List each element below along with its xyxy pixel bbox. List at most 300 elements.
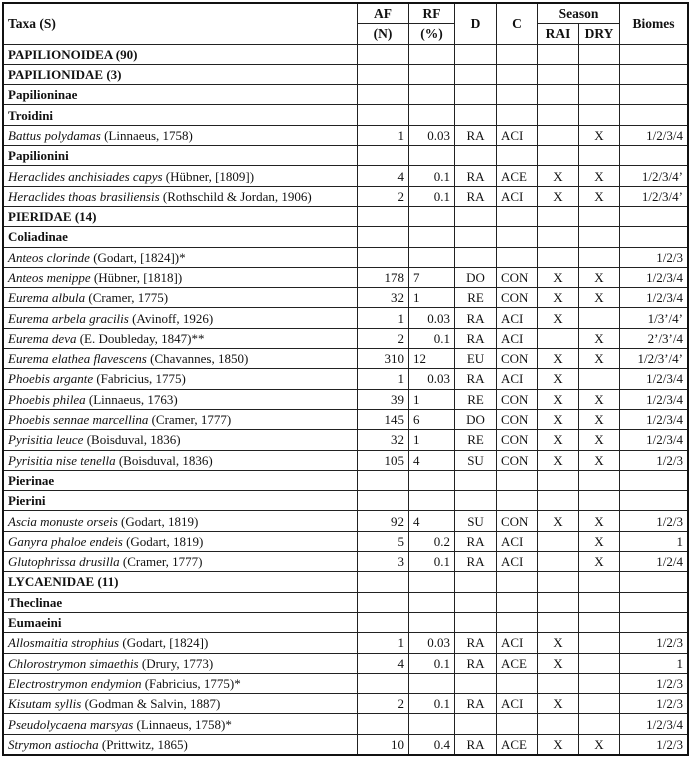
dry-cell: X: [579, 349, 620, 369]
rai-cell: X: [538, 389, 579, 409]
af-cell: 39: [358, 389, 409, 409]
empty-cell: [455, 592, 497, 612]
species-author: (Fabricius, 1775): [93, 371, 186, 387]
empty-cell: [620, 491, 689, 511]
biomes-cell: 1/2/3’/4’: [620, 349, 689, 369]
empty-cell: [538, 491, 579, 511]
empty-cell: [620, 85, 689, 105]
species-name: Ganyra phaloe endeis: [8, 533, 123, 549]
rai-cell: X: [538, 633, 579, 653]
rf-cell: 0.1: [409, 328, 455, 348]
empty-cell: [497, 470, 538, 490]
table-body: [3, 44, 688, 755]
empty-cell: [579, 612, 620, 632]
table-row: [3, 308, 688, 328]
d-cell: RA: [455, 531, 497, 551]
rf-cell: 0.03: [409, 308, 455, 328]
taxon-cell: [3, 166, 358, 186]
taxon-cell: [3, 389, 358, 409]
d-cell: SU: [455, 450, 497, 470]
header-row-1: [3, 3, 688, 24]
empty-cell: [455, 85, 497, 105]
rai-cell: X: [538, 511, 579, 531]
dry-cell: X: [579, 389, 620, 409]
species-author: (Rothschild & Jordan, 1906): [159, 188, 312, 204]
dry-cell: X: [579, 734, 620, 755]
group-label: LYCAENIDAE (11): [3, 572, 358, 592]
rf-cell: 0.03: [409, 369, 455, 389]
species-name: Allosmaitia strophius: [8, 635, 120, 651]
empty-cell: [579, 44, 620, 64]
taxon-cell: [3, 450, 358, 470]
d-cell: DO: [455, 267, 497, 287]
empty-cell: [409, 470, 455, 490]
af-cell: 92: [358, 511, 409, 531]
empty-cell: [620, 206, 689, 226]
dry-cell: [579, 633, 620, 653]
empty-cell: [409, 105, 455, 125]
rf-cell: 4: [409, 450, 455, 470]
table-row: [3, 430, 688, 450]
c-cell: ACE: [497, 734, 538, 755]
dry-cell: [579, 308, 620, 328]
c-cell: ACI: [497, 531, 538, 551]
d-cell: RA: [455, 166, 497, 186]
d-cell: RA: [455, 125, 497, 145]
empty-cell: [497, 491, 538, 511]
dry-cell: [579, 247, 620, 267]
empty-cell: [358, 592, 409, 612]
empty-cell: [409, 491, 455, 511]
empty-cell: [358, 146, 409, 166]
af-cell: 32: [358, 288, 409, 308]
species-name: Electrostrymon endymion: [8, 675, 142, 691]
biomes-cell: 1/2/3/4’: [620, 166, 689, 186]
d-cell: RA: [455, 328, 497, 348]
header-af-label: AF: [374, 6, 392, 22]
c-cell: CON: [497, 409, 538, 429]
empty-cell: [620, 612, 689, 632]
rai-cell: X: [538, 409, 579, 429]
empty-cell: [620, 105, 689, 125]
rai-cell: X: [538, 349, 579, 369]
species-author: (Linnaeus, 1758)*: [133, 716, 232, 732]
taxon-cell: [3, 349, 358, 369]
header-af: [358, 3, 409, 24]
species-name: Chlorostrymon simaethis: [8, 655, 139, 671]
af-cell: 1: [358, 308, 409, 328]
biomes-cell: 1/3’/4’: [620, 308, 689, 328]
empty-cell: [497, 105, 538, 125]
group-row: [3, 206, 688, 226]
empty-cell: [455, 572, 497, 592]
group-row: [3, 105, 688, 125]
empty-cell: [497, 612, 538, 632]
rai-cell: X: [538, 166, 579, 186]
species-author: (Drury, 1773): [138, 655, 214, 671]
rf-cell: 0.03: [409, 125, 455, 145]
af-cell: 4: [358, 166, 409, 186]
rai-cell: X: [538, 186, 579, 206]
table-row: [3, 288, 688, 308]
empty-cell: [579, 572, 620, 592]
rf-cell: 1: [409, 288, 455, 308]
header-biomes: Biomes: [620, 3, 689, 44]
species-name: Battus polydamas: [8, 127, 101, 143]
header-af-unit: (N): [358, 24, 409, 44]
taxon-cell: [3, 308, 358, 328]
species-name: Kisutam syllis: [8, 696, 82, 712]
d-cell: [455, 247, 497, 267]
c-cell: ACE: [497, 166, 538, 186]
rf-cell: [409, 247, 455, 267]
empty-cell: [358, 64, 409, 84]
c-cell: ACI: [497, 369, 538, 389]
species-author: (Cramer, 1775): [85, 290, 169, 306]
d-cell: EU: [455, 349, 497, 369]
empty-cell: [409, 64, 455, 84]
header-rf: [409, 3, 455, 24]
rai-cell: [538, 328, 579, 348]
af-cell: 1: [358, 633, 409, 653]
c-cell: CON: [497, 267, 538, 287]
species-name: Pseudolycaena marsyas: [8, 716, 134, 732]
af-cell: 310: [358, 349, 409, 369]
af-cell: 5: [358, 531, 409, 551]
d-cell: RA: [455, 734, 497, 755]
group-row: [3, 146, 688, 166]
c-cell: ACI: [497, 328, 538, 348]
empty-cell: [455, 491, 497, 511]
table-row: [3, 369, 688, 389]
taxon-cell: [3, 430, 358, 450]
header-rf-unit: (%): [409, 24, 455, 44]
table-row: [3, 511, 688, 531]
species-name: Heraclides thoas brasiliensis: [8, 188, 160, 204]
biomes-cell: 1/2/4: [620, 552, 689, 572]
group-row: [3, 491, 688, 511]
empty-cell: [455, 146, 497, 166]
species-author: (Fabricius, 1775)*: [141, 675, 241, 691]
af-cell: 178: [358, 267, 409, 287]
empty-cell: [620, 227, 689, 247]
rai-cell: [538, 714, 579, 734]
rai-cell: [538, 247, 579, 267]
species-author: (Cramer, 1777): [119, 554, 203, 570]
af-cell: [358, 247, 409, 267]
d-cell: RA: [455, 552, 497, 572]
af-cell: 1: [358, 369, 409, 389]
d-cell: RA: [455, 633, 497, 653]
rai-cell: X: [538, 288, 579, 308]
empty-cell: [409, 612, 455, 632]
taxon-cell: [3, 734, 358, 755]
c-cell: CON: [497, 511, 538, 531]
biomes-cell: 1/2/3/4: [620, 389, 689, 409]
rai-cell: X: [538, 694, 579, 714]
table-row: [3, 714, 688, 734]
empty-cell: [620, 44, 689, 64]
c-cell: [497, 673, 538, 693]
dry-cell: X: [579, 166, 620, 186]
table-row: [3, 349, 688, 369]
rai-cell: X: [538, 267, 579, 287]
rf-cell: [409, 673, 455, 693]
taxon-cell: [3, 267, 358, 287]
af-cell: 4: [358, 653, 409, 673]
taxon-cell: [3, 511, 358, 531]
species-author: (E. Doubleday, 1847)**: [76, 330, 205, 346]
rf-cell: 0.1: [409, 186, 455, 206]
species-author: (Boisduval, 1836): [83, 432, 181, 448]
dry-cell: X: [579, 450, 620, 470]
empty-cell: [455, 64, 497, 84]
empty-cell: [358, 206, 409, 226]
dry-cell: [579, 673, 620, 693]
empty-cell: [579, 592, 620, 612]
species-name: Eurema arbela gracilis: [8, 310, 129, 326]
empty-cell: [538, 105, 579, 125]
header-d: D: [455, 3, 497, 44]
biomes-cell: 1/2/3/4: [620, 369, 689, 389]
empty-cell: [579, 105, 620, 125]
rai-cell: X: [538, 450, 579, 470]
table-row: [3, 653, 688, 673]
rf-cell: 0.2: [409, 531, 455, 551]
empty-cell: [538, 146, 579, 166]
rf-cell: 1: [409, 389, 455, 409]
table-row: [3, 267, 688, 287]
empty-cell: [409, 206, 455, 226]
empty-cell: [579, 491, 620, 511]
empty-cell: [579, 146, 620, 166]
group-label: Troidini: [3, 105, 358, 125]
rai-cell: [538, 673, 579, 693]
header-rf-label: RF: [422, 6, 441, 22]
empty-cell: [497, 64, 538, 84]
group-label: Theclinae: [3, 592, 358, 612]
taxon-cell: [3, 369, 358, 389]
species-author: (Godart, 1819): [117, 513, 199, 529]
dry-cell: [579, 653, 620, 673]
biomes-cell: 1/2/3/4’: [620, 186, 689, 206]
dry-cell: X: [579, 409, 620, 429]
dry-cell: X: [579, 430, 620, 450]
biomes-cell: 1/2/3/4: [620, 288, 689, 308]
taxon-cell: [3, 694, 358, 714]
species-author: (Hübner, [1809]): [162, 168, 255, 184]
header-taxa: Taxa (S): [3, 3, 358, 44]
table-row: [3, 531, 688, 551]
empty-cell: [620, 470, 689, 490]
group-label: Papilionini: [3, 146, 358, 166]
species-author: (Hübner, [1818]): [90, 270, 183, 285]
species-author: (Boisduval, 1836): [115, 452, 213, 468]
empty-cell: [538, 612, 579, 632]
table-row: [3, 166, 688, 186]
species-name: Phoebis sennae marcellina: [8, 412, 149, 428]
rf-cell: 7: [409, 267, 455, 287]
dry-cell: X: [579, 531, 620, 551]
dry-cell: X: [579, 288, 620, 308]
rf-cell: 4: [409, 511, 455, 531]
c-cell: ACI: [497, 186, 538, 206]
group-label: PAPILIONIDAE (3): [3, 64, 358, 84]
empty-cell: [455, 227, 497, 247]
c-cell: CON: [497, 450, 538, 470]
empty-cell: [497, 44, 538, 64]
empty-cell: [497, 146, 538, 166]
biomes-cell: 1: [620, 531, 689, 551]
biomes-cell: 1/2/3: [620, 694, 689, 714]
group-label: Eumaeini: [3, 612, 358, 632]
af-cell: 145: [358, 409, 409, 429]
species-author: (Chavannes, 1850): [146, 351, 249, 367]
taxon-cell: [3, 552, 358, 572]
empty-cell: [409, 146, 455, 166]
dry-cell: [579, 694, 620, 714]
empty-cell: [497, 592, 538, 612]
c-cell: ACI: [497, 552, 538, 572]
taxon-cell: [3, 673, 358, 693]
empty-cell: [358, 105, 409, 125]
species-name: Eurema albula: [8, 290, 86, 306]
rai-cell: X: [538, 430, 579, 450]
c-cell: CON: [497, 288, 538, 308]
biomes-cell: 1/2/3/4: [620, 125, 689, 145]
dry-cell: X: [579, 328, 620, 348]
taxon-cell: [3, 714, 358, 734]
empty-cell: [497, 85, 538, 105]
empty-cell: [620, 64, 689, 84]
empty-cell: [538, 206, 579, 226]
af-cell: 32: [358, 430, 409, 450]
af-cell: 105: [358, 450, 409, 470]
c-cell: [497, 714, 538, 734]
group-row: [3, 612, 688, 632]
group-label: Pierini: [3, 491, 358, 511]
rf-cell: 0.1: [409, 166, 455, 186]
group-label: Coliadinae: [3, 227, 358, 247]
empty-cell: [455, 105, 497, 125]
d-cell: RA: [455, 369, 497, 389]
taxon-cell: [3, 633, 358, 653]
empty-cell: [358, 572, 409, 592]
group-row: [3, 470, 688, 490]
empty-cell: [358, 44, 409, 64]
biomes-cell: 1/2/3/4: [620, 409, 689, 429]
empty-cell: [409, 85, 455, 105]
species-name: Strymon astiocha: [8, 736, 99, 752]
empty-cell: [538, 85, 579, 105]
table-row: [3, 633, 688, 653]
empty-cell: [455, 612, 497, 632]
d-cell: RA: [455, 186, 497, 206]
dry-cell: [579, 369, 620, 389]
biomes-cell: 1/2/3: [620, 450, 689, 470]
d-cell: RE: [455, 430, 497, 450]
biomes-cell: 1/2/3/4: [620, 267, 689, 287]
table-row: [3, 186, 688, 206]
group-row: [3, 85, 688, 105]
empty-cell: [579, 227, 620, 247]
species-author: (Linnaeus, 1763): [85, 391, 178, 407]
header-rai: RAI: [538, 24, 579, 44]
table-row: [3, 409, 688, 429]
biomes-cell: 1/2/3: [620, 633, 689, 653]
empty-cell: [538, 227, 579, 247]
group-row: [3, 64, 688, 84]
dry-cell: X: [579, 552, 620, 572]
species-name: Anteos clorinde: [8, 249, 90, 265]
empty-cell: [455, 470, 497, 490]
af-cell: 2: [358, 694, 409, 714]
dry-cell: [579, 714, 620, 734]
taxon-cell: [3, 125, 358, 145]
c-cell: CON: [497, 430, 538, 450]
group-label: PIERIDAE (14): [3, 206, 358, 226]
taxon-cell: [3, 247, 358, 267]
empty-cell: [538, 64, 579, 84]
rf-cell: 0.03: [409, 633, 455, 653]
af-cell: 1: [358, 125, 409, 145]
d-cell: DO: [455, 409, 497, 429]
taxon-cell: [3, 328, 358, 348]
table-row: [3, 734, 688, 755]
biomes-cell: 1/2/3: [620, 511, 689, 531]
empty-cell: [358, 612, 409, 632]
empty-cell: [579, 470, 620, 490]
empty-cell: [409, 572, 455, 592]
species-author: (Prittwitz, 1865): [98, 736, 188, 752]
d-cell: RE: [455, 389, 497, 409]
species-author: (Godman & Salvin, 1887): [81, 696, 221, 712]
rai-cell: X: [538, 308, 579, 328]
d-cell: RA: [455, 653, 497, 673]
biomes-cell: 1/2/3: [620, 734, 689, 755]
empty-cell: [455, 206, 497, 226]
empty-cell: [358, 470, 409, 490]
empty-cell: [538, 44, 579, 64]
taxon-cell: [3, 186, 358, 206]
group-row: [3, 44, 688, 64]
biomes-cell: 1/2/3: [620, 673, 689, 693]
dry-cell: X: [579, 511, 620, 531]
c-cell: CON: [497, 389, 538, 409]
rf-cell: 0.4: [409, 734, 455, 755]
group-row: [3, 572, 688, 592]
af-cell: [358, 714, 409, 734]
species-name: Glutophrissa drusilla: [8, 554, 120, 570]
biomes-cell: 1/2/3: [620, 247, 689, 267]
rai-cell: X: [538, 734, 579, 755]
empty-cell: [620, 146, 689, 166]
group-row: [3, 592, 688, 612]
d-cell: RA: [455, 694, 497, 714]
species-author: (Avinoff, 1926): [128, 310, 214, 326]
biomes-cell: 1: [620, 653, 689, 673]
d-cell: [455, 673, 497, 693]
dry-cell: X: [579, 125, 620, 145]
species-author: (Linnaeus, 1758): [100, 127, 193, 143]
c-cell: ACE: [497, 653, 538, 673]
rf-cell: 0.1: [409, 694, 455, 714]
empty-cell: [455, 44, 497, 64]
empty-cell: [538, 592, 579, 612]
empty-cell: [538, 572, 579, 592]
taxon-cell: [3, 653, 358, 673]
empty-cell: [497, 227, 538, 247]
